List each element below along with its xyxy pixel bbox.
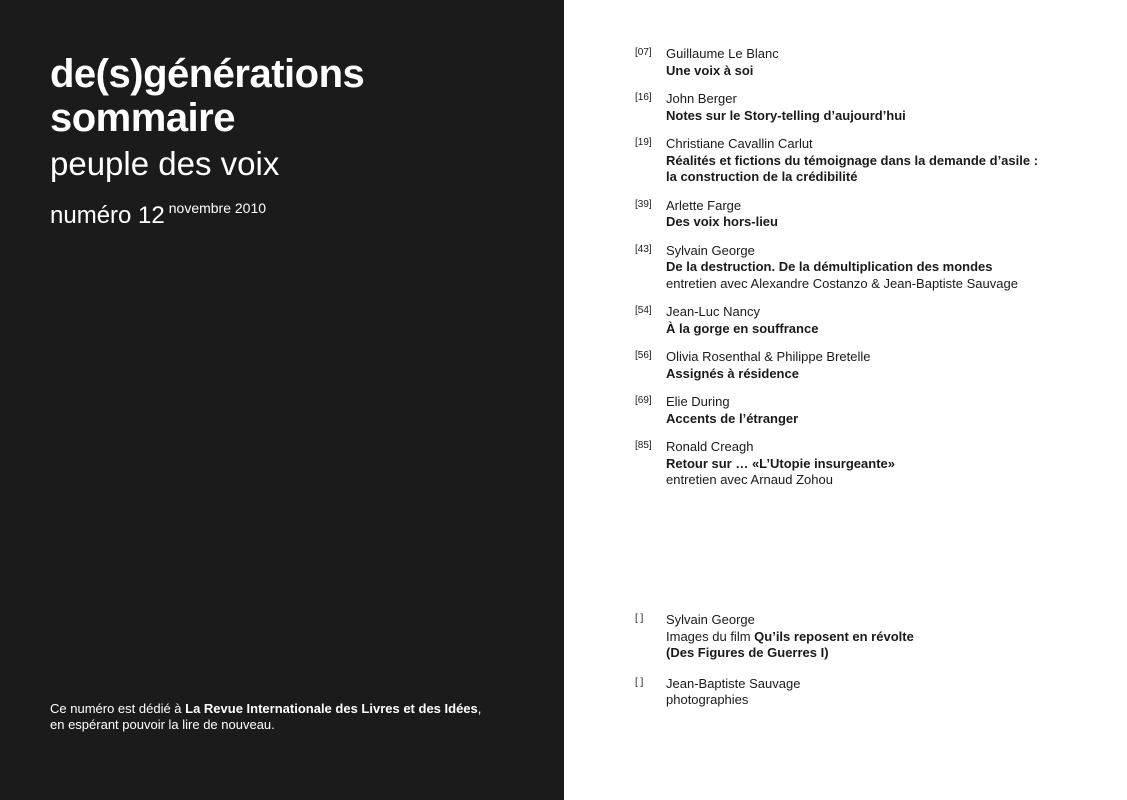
page-number: [43] <box>635 243 652 255</box>
cover-title-block <box>50 52 364 230</box>
entry-title: De la destruction. De la démultiplication des mondes <box>666 259 993 274</box>
dedication-suffix: , <box>477 701 482 716</box>
annex-contents <box>635 612 1105 723</box>
entry-title-line2: la construction de la crédibilité <box>666 169 858 184</box>
dedication-line2: en espérant pouvoir la lire de nouveau. <box>50 717 275 732</box>
dedication-line1 <box>50 701 481 717</box>
entry-note: entretien avec Alexandre Costanzo & Jean-Baptiste Sauvage <box>666 275 1018 291</box>
page-number: [ ] <box>635 613 644 624</box>
entry-title: Notes sur le Story-telling d’aujourd’hui <box>666 107 906 123</box>
dedication <box>50 701 481 733</box>
toc-entry[interactable] <box>635 198 1105 231</box>
entry-title: Réalités et fictions du témoignage dans la demande d’asile : <box>666 152 1039 168</box>
toc-entry[interactable] <box>635 136 1105 186</box>
entry-author: Ronald Creagh <box>666 439 754 454</box>
entry-title: Une voix à soi <box>666 62 754 78</box>
entry-note-prefix: Images du film <box>666 628 755 644</box>
dedication-revue: La Revue Internationale des Livres et des Idées <box>185 701 478 716</box>
page-number: [ ] <box>635 676 644 688</box>
entry-author: Olivia Rosenthal & Philippe Bretelle <box>666 349 871 364</box>
annex-entry[interactable] <box>635 676 1105 709</box>
toc-entry[interactable] <box>635 349 1105 382</box>
contents-panel <box>564 0 1127 800</box>
entry-title: Retour sur … «L’Utopie insurgeante» <box>666 455 895 471</box>
issue-line <box>50 194 364 230</box>
page-number: [07] <box>635 47 652 58</box>
entry-author: Sylvain George <box>666 612 755 627</box>
toc-entry[interactable] <box>635 243 1105 293</box>
toc-entry[interactable] <box>635 439 1105 489</box>
entry-author: John Berger <box>666 91 737 106</box>
entry-author: Jean-Baptiste Sauvage <box>666 675 801 691</box>
entry-author: Arlette Farge <box>666 197 742 213</box>
toc-entry[interactable] <box>635 46 1105 79</box>
film-title: Qu’ils reposent en révolte <box>754 628 914 644</box>
entry-title: À la gorge en souffrance <box>666 320 819 336</box>
toc-entry[interactable] <box>635 91 1105 124</box>
page-number: [19] <box>635 137 652 148</box>
page-number: [16] <box>635 92 652 103</box>
toc-entry[interactable] <box>635 304 1105 337</box>
magazine-title: de(s)générations <box>50 52 365 96</box>
issue-number: numéro 12 <box>50 202 165 229</box>
issue-theme: peuple des voix <box>50 145 280 182</box>
page-number: [85] <box>635 440 652 451</box>
table-of-contents <box>635 46 1105 501</box>
entry-title: Des voix hors-lieu <box>666 214 778 229</box>
entry-author: Sylvain George <box>666 242 755 258</box>
film-subtitle: (Des Figures de Guerres I) <box>666 645 829 660</box>
entry-title: Accents de l’étranger <box>666 410 799 426</box>
page-number: [39] <box>635 198 652 210</box>
dedication-prefix: Ce numéro est dédié à <box>50 701 186 716</box>
entry-author: Guillaume Le Blanc <box>666 46 779 61</box>
toc-entry[interactable] <box>635 394 1105 427</box>
entry-note: entretien avec Arnaud Zohou <box>666 472 833 487</box>
entry-author: Christiane Cavallin Carlut <box>666 136 813 151</box>
entry-author: Jean-Luc Nancy <box>666 304 760 319</box>
entry-note: photographies <box>666 692 749 707</box>
page-number: [54] <box>635 305 652 316</box>
entry-author: Elie During <box>666 394 730 409</box>
entry-title: Assignés à résidence <box>666 365 799 381</box>
issue-date: novembre 2010 <box>168 200 267 216</box>
sommaire-heading: sommaire <box>50 96 235 140</box>
page-number: [56] <box>635 350 652 361</box>
entry-note <box>666 629 1105 646</box>
page-number: [69] <box>635 395 652 406</box>
annex-entry[interactable] <box>635 612 1105 662</box>
